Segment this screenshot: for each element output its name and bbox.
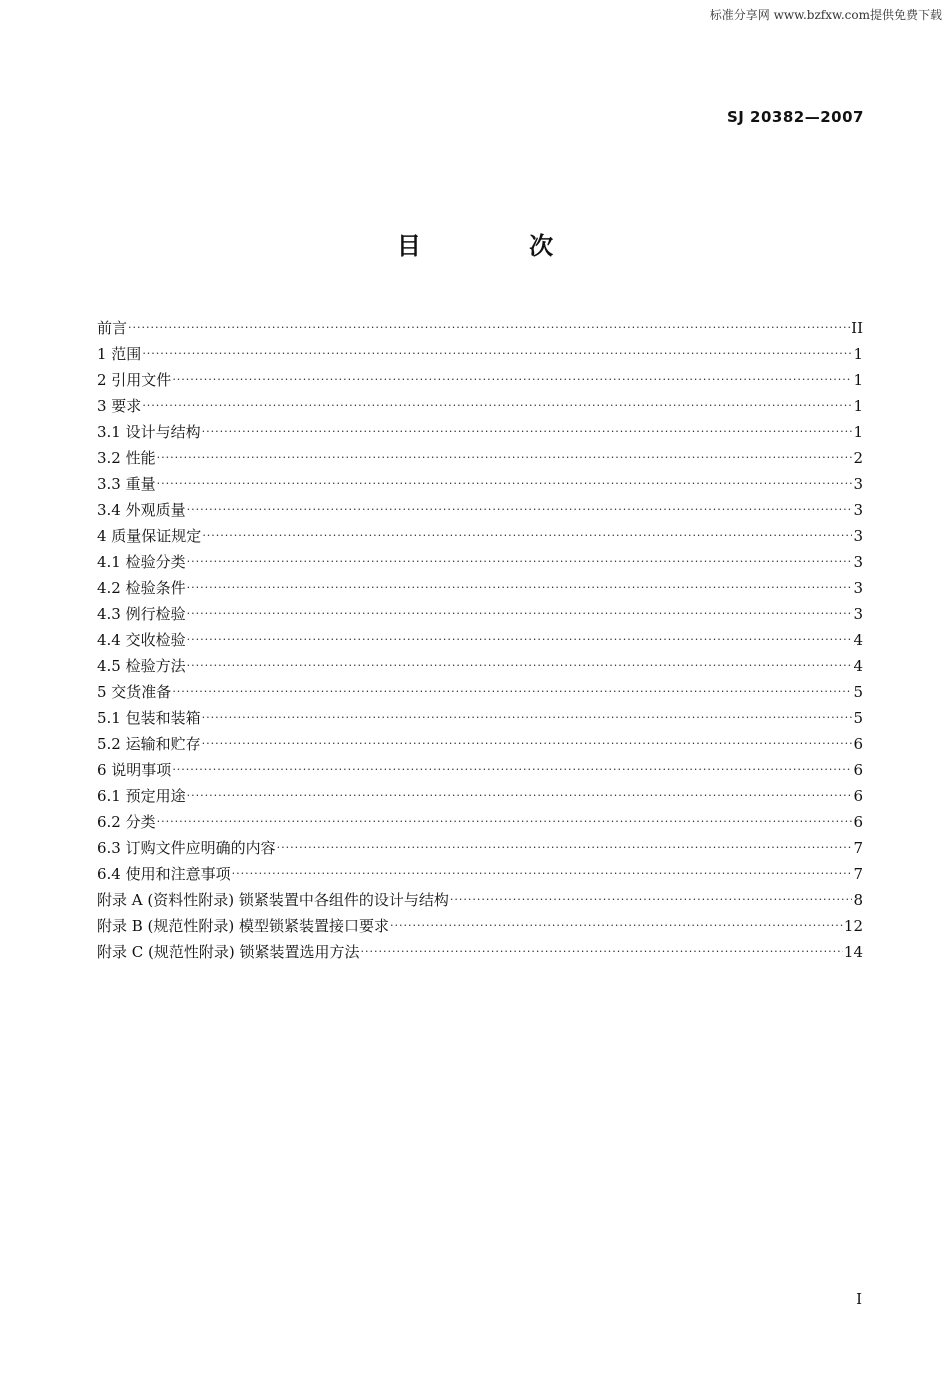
toc-entry-page: 4 (853, 657, 863, 675)
toc-entry-label: 5.1 包装和装箱 (97, 709, 201, 727)
toc-entry-page: 5 (853, 683, 863, 701)
toc-dot-leader (128, 307, 850, 333)
toc-entry-page: 5 (853, 709, 863, 727)
toc-entry[interactable] (97, 359, 863, 389)
toc-entry[interactable] (97, 385, 863, 415)
toc-entry-page: 6 (853, 813, 863, 831)
page-number: I (856, 1290, 862, 1308)
toc-entry-page: 6 (853, 787, 863, 805)
toc-dot-leader (187, 593, 853, 619)
toc-entry-page: 3 (853, 501, 863, 519)
toc-dot-leader (157, 801, 853, 827)
toc-entry-page: 1 (853, 371, 863, 389)
toc-dot-leader (361, 931, 843, 957)
toc-entry-label: 6.3 订购文件应明确的内容 (97, 839, 276, 857)
toc-dot-leader (202, 515, 852, 541)
toc-entry-label: 前言 (97, 319, 128, 337)
toc-entry-page: 8 (853, 891, 863, 909)
toc-entry-label: 4.5 检验方法 (97, 657, 186, 675)
toc-entry-label: 3.2 性能 (97, 449, 156, 467)
toc-entry-page: 6 (853, 735, 863, 753)
toc-dot-leader (172, 359, 852, 385)
toc-entry[interactable] (97, 645, 863, 675)
toc-entry[interactable] (97, 463, 863, 493)
toc-dot-leader (450, 879, 853, 905)
toc-entry-label: 6.2 分类 (97, 813, 156, 831)
toc-dot-leader (390, 905, 843, 931)
toc-entry-page: 3 (853, 579, 863, 597)
toc-dot-leader (277, 827, 853, 853)
toc-entry[interactable] (97, 333, 863, 363)
toc-dot-leader (187, 567, 853, 593)
toc-dot-leader (202, 411, 853, 437)
toc-entry[interactable] (97, 515, 863, 545)
toc-entry-page: 3 (853, 527, 863, 545)
toc-entry-label: 4.1 检验分类 (97, 553, 186, 571)
toc-entry-page: 14 (843, 943, 863, 961)
toc-entry-label: 6.1 预定用途 (97, 787, 186, 805)
toc-entry-page: 2 (853, 449, 863, 467)
toc-entry-page: 6 (853, 761, 863, 779)
standard-code: SJ 20382—2007 (726, 108, 864, 126)
toc-entry-page: 3 (853, 553, 863, 571)
toc-entry[interactable] (97, 671, 863, 701)
toc-entry[interactable] (97, 619, 863, 649)
toc-entry-label: 3.3 重量 (97, 475, 156, 493)
toc-entry-page: 1 (853, 345, 863, 363)
toc-entry[interactable] (97, 593, 863, 623)
toc-entry-label: 6.4 使用和注意事项 (97, 865, 231, 883)
toc-entry[interactable] (97, 437, 863, 467)
toc-entry-page: 3 (853, 475, 863, 493)
toc-entry-page: 3 (853, 605, 863, 623)
toc-entry-label: 3.1 设计与结构 (97, 423, 201, 441)
toc-dot-leader (142, 385, 852, 411)
toc-dot-leader (232, 853, 853, 879)
toc-entry-label: 附录 A (资料性附录) 锁紧装置中各组件的设计与结构 (97, 891, 449, 909)
table-of-contents (97, 307, 863, 961)
toc-dot-leader (172, 749, 852, 775)
toc-entry[interactable] (97, 411, 863, 441)
toc-entry-label: 5 交货准备 (97, 683, 172, 701)
toc-entry[interactable] (97, 723, 863, 753)
toc-entry[interactable] (97, 489, 863, 519)
toc-dot-leader (187, 619, 853, 645)
toc-entry-label: 3.4 外观质量 (97, 501, 186, 519)
toc-dot-leader (187, 775, 853, 801)
toc-entry-label: 附录 B (规范性附录) 模型锁紧装置接口要求 (97, 917, 390, 935)
toc-entry[interactable] (97, 541, 863, 571)
toc-dot-leader (187, 489, 853, 515)
toc-entry-label: 4.4 交收检验 (97, 631, 186, 649)
toc-dot-leader (187, 541, 853, 567)
toc-entry[interactable] (97, 697, 863, 727)
toc-entry-label: 5.2 运输和贮存 (97, 735, 201, 753)
toc-entry[interactable] (97, 567, 863, 597)
toc-entry-page: 7 (853, 839, 863, 857)
toc-dot-leader (157, 463, 853, 489)
toc-entry-label: 4.2 检验条件 (97, 579, 186, 597)
toc-entry[interactable] (97, 307, 863, 337)
toc-entry-page: 12 (843, 917, 863, 935)
toc-entry[interactable] (97, 801, 863, 831)
toc-dot-leader (157, 437, 853, 463)
toc-entry[interactable] (97, 749, 863, 779)
toc-entry-page: 1 (853, 397, 863, 415)
toc-entry-page: 4 (853, 631, 863, 649)
toc-entry-label: 6 说明事项 (97, 761, 172, 779)
watermark-text: 标准分享网 www.bzfxw.com提供免费下载 (709, 8, 942, 22)
toc-entry-label: 4 质量保证规定 (97, 527, 202, 545)
toc-entry-label: 3 要求 (97, 397, 142, 415)
toc-dot-leader (187, 645, 853, 671)
toc-dot-leader (202, 723, 853, 749)
toc-dot-leader (142, 333, 852, 359)
toc-entry[interactable] (97, 827, 863, 857)
toc-entry-label: 4.3 例行检验 (97, 605, 186, 623)
toc-entry-label: 2 引用文件 (97, 371, 172, 389)
toc-dot-leader (172, 671, 852, 697)
toc-entry-page: 1 (853, 423, 863, 441)
toc-entry-page: II (851, 319, 863, 337)
toc-dot-leader (202, 697, 853, 723)
toc-entry-label: 1 范围 (97, 345, 142, 363)
toc-title: 目 次 (396, 232, 604, 260)
toc-entry[interactable] (97, 775, 863, 805)
toc-entry-label: 附录 C (规范性附录) 锁紧装置选用方法 (97, 943, 360, 961)
toc-entry-page: 7 (853, 865, 863, 883)
